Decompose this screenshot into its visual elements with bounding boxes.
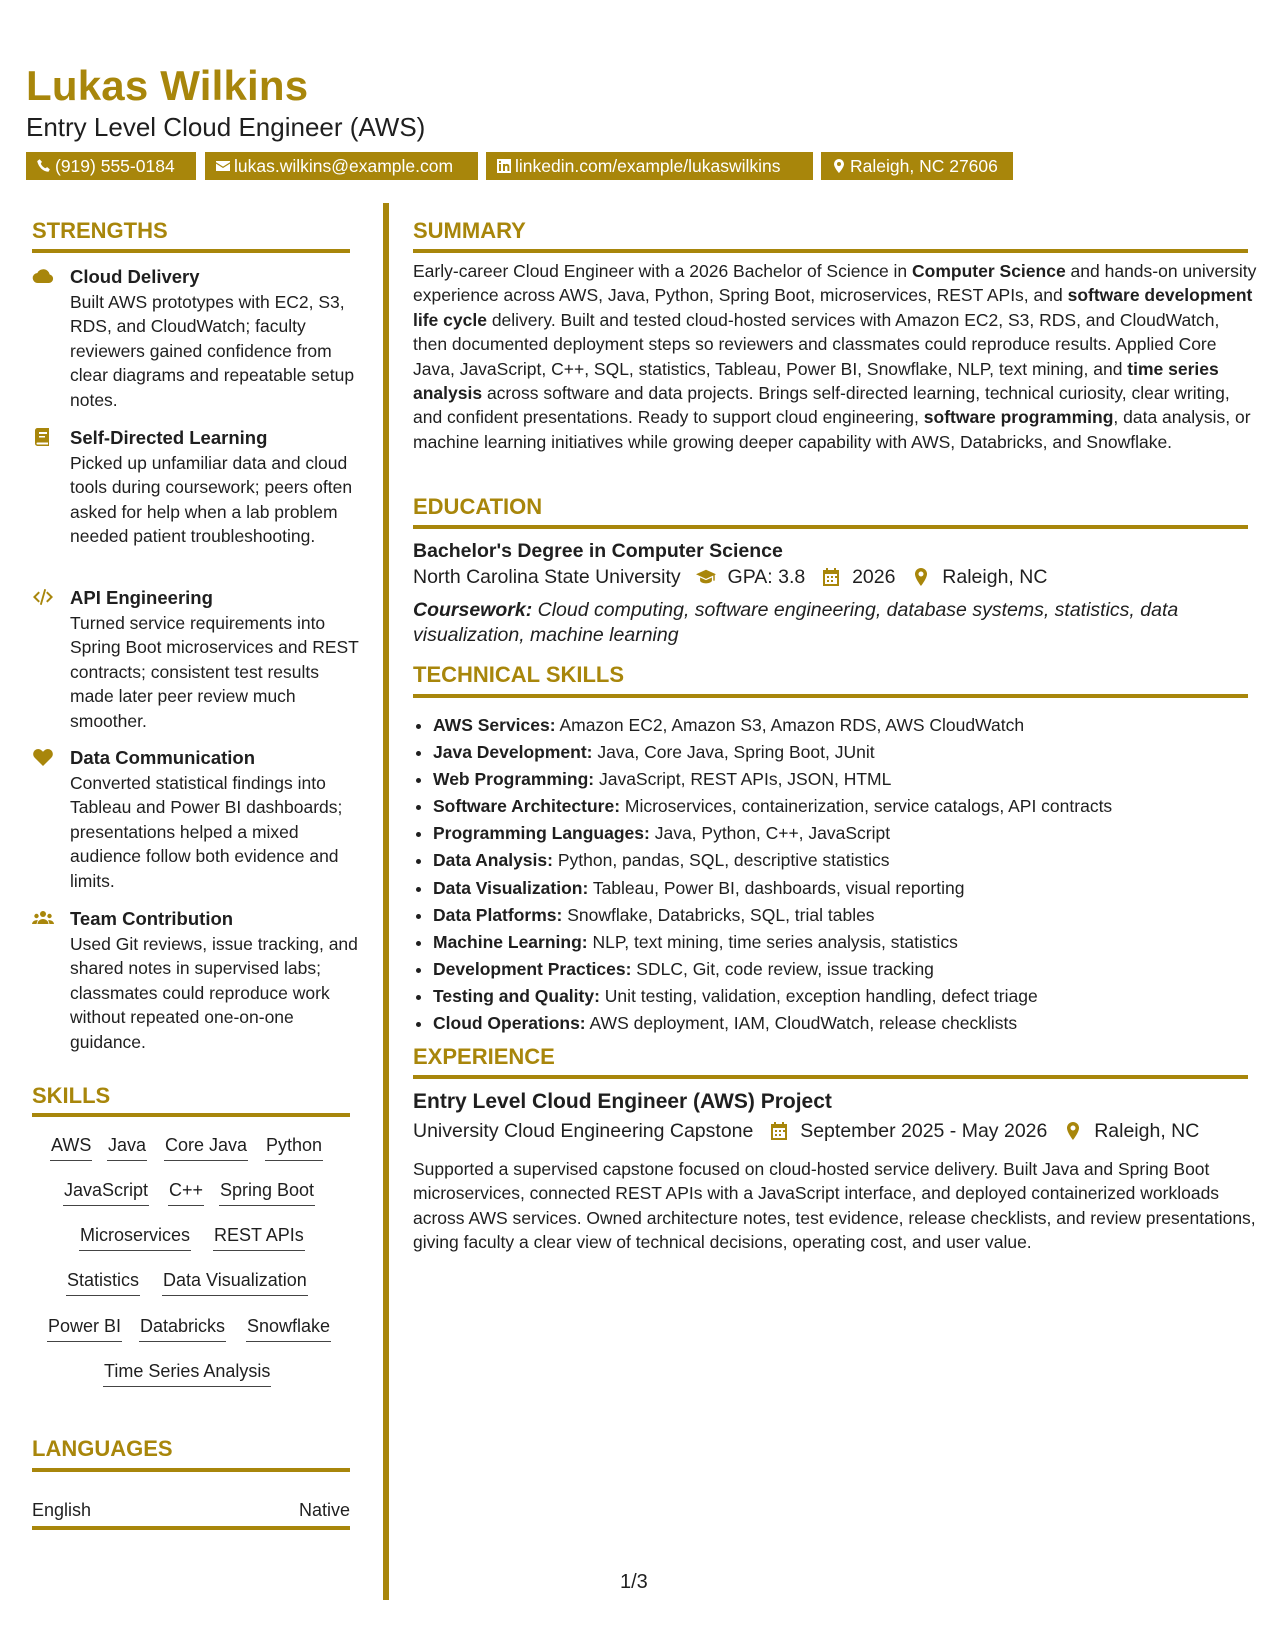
envelope-icon [215,158,231,174]
skill-tag: Core Java [164,1132,248,1161]
contact-phone-text: (919) 555-0184 [55,156,175,176]
technical-skill-label: Java Development: [433,742,593,763]
strength-item [32,585,362,733]
experience-dates: September 2025 - May 2026 [800,1120,1048,1142]
technical-skill-label: Software Architecture: [433,796,621,817]
summary-emphasis: Computer Science [912,261,1066,281]
skill-tag: JavaScript [63,1177,149,1206]
coursework-label: Coursework: [413,599,533,621]
strengths-heading: STRENGTHS [32,218,168,243]
strength-text: Turned service requirements into Spring Boot microservices and REST contracts; consistent test results made later peer review much smoother. [70,613,359,731]
summary-segment: and hands-on university experience across AWS, Java, Python, Spring Boot, microservices, REST APIs, and [413,261,1257,306]
technical-skill-value: Python, pandas, SQL, descriptive statistics [552,850,890,871]
technical-skill-value: NLP, text mining, time series analysis, statistics [587,931,958,952]
summary-rule [413,249,1248,253]
technical-skill-value: Microservices, containerization, service catalogs, API contracts [620,796,1113,817]
skill-tag: Power BI [47,1313,122,1342]
experience-heading: EXPERIENCE [413,1044,555,1069]
summary-emphasis: time series analysis [413,358,1219,404]
technical-skill-item [433,820,1273,847]
experience-title: Entry Level Cloud Engineer (AWS) Project [413,1090,832,1113]
coursework-text: Cloud computing, software engineering, database systems, statistics, data visualization, machine learning [413,599,1179,646]
technical-skill-value: Unit testing, validation, exception handling, defect triage [599,985,1038,1006]
phone-icon [36,158,52,174]
languages-bottom-rule [32,1526,350,1530]
technical-skill-label: Programming Languages: [433,823,650,844]
education-school: North Carolina State University [413,566,681,588]
strength-text: Built AWS prototypes with EC2, S3, RDS, and CloudWatch; faculty reviewers gained confidence from clear diagrams and repeatable setup notes. [70,292,355,410]
technical-skill-value: Snowflake, Databricks, SQL, trial tables [562,904,875,925]
technical-skill-value: Tableau, Power BI, dashboards, visual reporting [588,877,965,898]
contact-linkedin[interactable] [486,152,813,180]
strength-item [32,906,362,1054]
technical-skill-label: Data Analysis: [433,850,553,871]
skills-heading: SKILLS [32,1083,111,1108]
contact-email[interactable] [205,152,478,180]
calendar-icon [769,1120,789,1143]
cloud-icon [32,266,56,288]
technical-skill-item [433,929,1273,956]
skill-tag: Spring Boot [219,1177,315,1206]
technical-skills-rule [413,694,1248,698]
contact-location [821,152,1013,180]
contact-phone[interactable] [26,152,196,180]
technical-skill-item [433,956,1273,983]
technical-skill-item [433,983,1273,1010]
skill-tag: Snowflake [246,1313,331,1342]
technical-skill-label: Cloud Operations: [433,1013,586,1034]
summary-segment: Early-career Cloud Engineer with a 2026 Bachelor of Science in [413,261,913,281]
strength-text: Used Git reviews, issue tracking, and shared notes in supervised labs; classmates could reproduce work without repeated one-on-one guidance. [70,934,358,1052]
column-divider [383,203,389,1600]
skill-tag: AWS [50,1132,92,1161]
skill-tag: Data Visualization [162,1267,308,1296]
candidate-name: Lukas Wilkins [26,62,309,109]
linkedin-icon [496,158,512,174]
technical-skill-label: Machine Learning: [433,931,588,952]
users-icon [32,908,56,930]
strength-item [32,264,362,412]
experience-org: University Cloud Engineering Capstone [413,1120,754,1142]
experience-location: Raleigh, NC [1094,1120,1200,1142]
skill-tag: REST APIs [213,1222,305,1251]
graduation-cap-icon [696,566,716,589]
page-number: 1/3 [620,1571,648,1593]
technical-skill-label: Web Programming: [433,769,595,790]
strength-title: Self-Directed Learning [70,427,268,448]
technical-skill-value: SDLC, Git, code review, issue tracking [631,958,934,979]
education-year: 2026 [852,566,896,588]
technical-skill-item [433,739,1273,766]
skill-tag: C++ [168,1177,204,1206]
summary-heading: SUMMARY [413,218,526,243]
languages-rule [32,1468,350,1472]
skill-tag: Microservices [79,1222,191,1251]
strength-item [32,745,362,893]
experience-rule [413,1075,1248,1079]
map-pin-icon [1063,1120,1083,1143]
skill-tag: Statistics [66,1267,140,1296]
skill-tag: Python [265,1132,323,1161]
summary-emphasis: software development life cycle [413,285,1253,330]
strength-text: Picked up unfamiliar data and cloud tools during coursework; peers often asked for help when a lab problem needed patient troubleshooting. [70,453,353,547]
language-name: English [32,1500,92,1520]
skill-tag: Java [107,1132,147,1161]
technical-skill-item [433,712,1273,739]
code-icon [32,587,56,609]
technical-skill-item [433,1010,1273,1037]
contact-linkedin-text: linkedin.com/example/lukaswilkins [515,156,781,176]
technical-skills-heading: TECHNICAL SKILLS [413,662,625,687]
strength-title: API Engineering [70,587,213,608]
contact-email-text: lukas.wilkins@example.com [234,156,454,176]
contact-location-text: Raleigh, NC 27606 [850,156,998,176]
calendar-icon [821,566,841,589]
technical-skills-list [413,712,1273,1037]
strengths-rule [32,249,350,253]
education-degree: Bachelor's Degree in Computer Science [413,540,783,562]
technical-skill-label: Data Platforms: [433,904,563,925]
education-gpa: GPA: 3.8 [727,566,806,588]
technical-skill-label: Development Practices: [433,958,632,979]
technical-skill-item [433,847,1273,874]
language-level: Native [298,1500,350,1520]
map-pin-icon [831,158,847,174]
skills-rule [32,1113,350,1117]
education-heading: EDUCATION [413,494,543,519]
summary-segment: , data analysis, or machine learning initiatives while growing deeper capability with AWS, Databricks, and Snowflake. [413,407,1251,452]
languages-heading: LANGUAGES [32,1436,173,1461]
candidate-title: Entry Level Cloud Engineer (AWS) [26,112,426,142]
education-coursework [413,598,1263,647]
strength-title: Team Contribution [70,908,234,929]
technical-skill-value: JavaScript, REST APIs, JSON, HTML [594,769,892,790]
map-pin-icon [911,566,931,589]
technical-skill-item [433,793,1273,820]
strength-item [32,425,362,549]
summary-segment: across software and data projects. Brings self-directed learning, technical curiosity, clear writing, and confident presentations. Ready to support cloud engineering, [413,383,1230,428]
education-rule [413,525,1248,529]
book-icon [32,427,56,449]
heart-icon [32,747,56,769]
technical-skill-value: Java, Python, C++, JavaScript [649,823,891,844]
strength-text: Converted statistical findings into Tableau and Power BI dashboards; presentations helped a mixed audience follow both evidence and limits. [70,773,343,891]
technical-skill-value: Java, Core Java, Spring Boot, JUnit [592,742,875,763]
summary-text [413,259,1258,454]
education-meta [413,566,1047,589]
technical-skill-item [433,902,1273,929]
strength-title: Cloud Delivery [70,266,200,287]
technical-skill-label: Data Visualization: [433,877,589,898]
language-row [32,1500,350,1521]
technical-skill-item [433,875,1273,902]
technical-skill-value: Amazon EC2, Amazon S3, Amazon RDS, AWS CloudWatch [555,715,1025,735]
technical-skill-label: AWS Services: [433,715,556,735]
strength-title: Data Communication [70,747,256,768]
summary-segment: delivery. Built and tested cloud-hosted services with Amazon EC2, S3, RDS, and CloudWatch, then documented deployment steps so reviewers and classmates could reproduce results. Applied Core Java, JavaScript, C++, SQL, statistics, Tableau, Power BI, Snowflake, NLP, text mining, and [413,309,1220,379]
skill-tag: Time Series Analysis [103,1358,271,1387]
education-location: Raleigh, NC [942,566,1048,588]
skill-tag: Databricks [139,1313,226,1342]
technical-skill-value: AWS deployment, IAM, CloudWatch, release checklists [585,1013,1018,1034]
experience-meta [413,1120,1199,1143]
technical-skill-label: Testing and Quality: [433,985,600,1006]
experience-description: Supported a supervised capstone focused on cloud-hosted service delivery. Built Java and Spring Boot microservices, connected REST APIs with a JavaScript interface, and deployed containerized workloads across AWS services. Owned architecture notes, test evidence, release checklists, and review presentations, giving faculty a clear view of technical decisions, operating cost, and user value. [413,1159,1256,1253]
summary-emphasis: software programming [923,407,1114,428]
technical-skill-item [433,766,1273,793]
